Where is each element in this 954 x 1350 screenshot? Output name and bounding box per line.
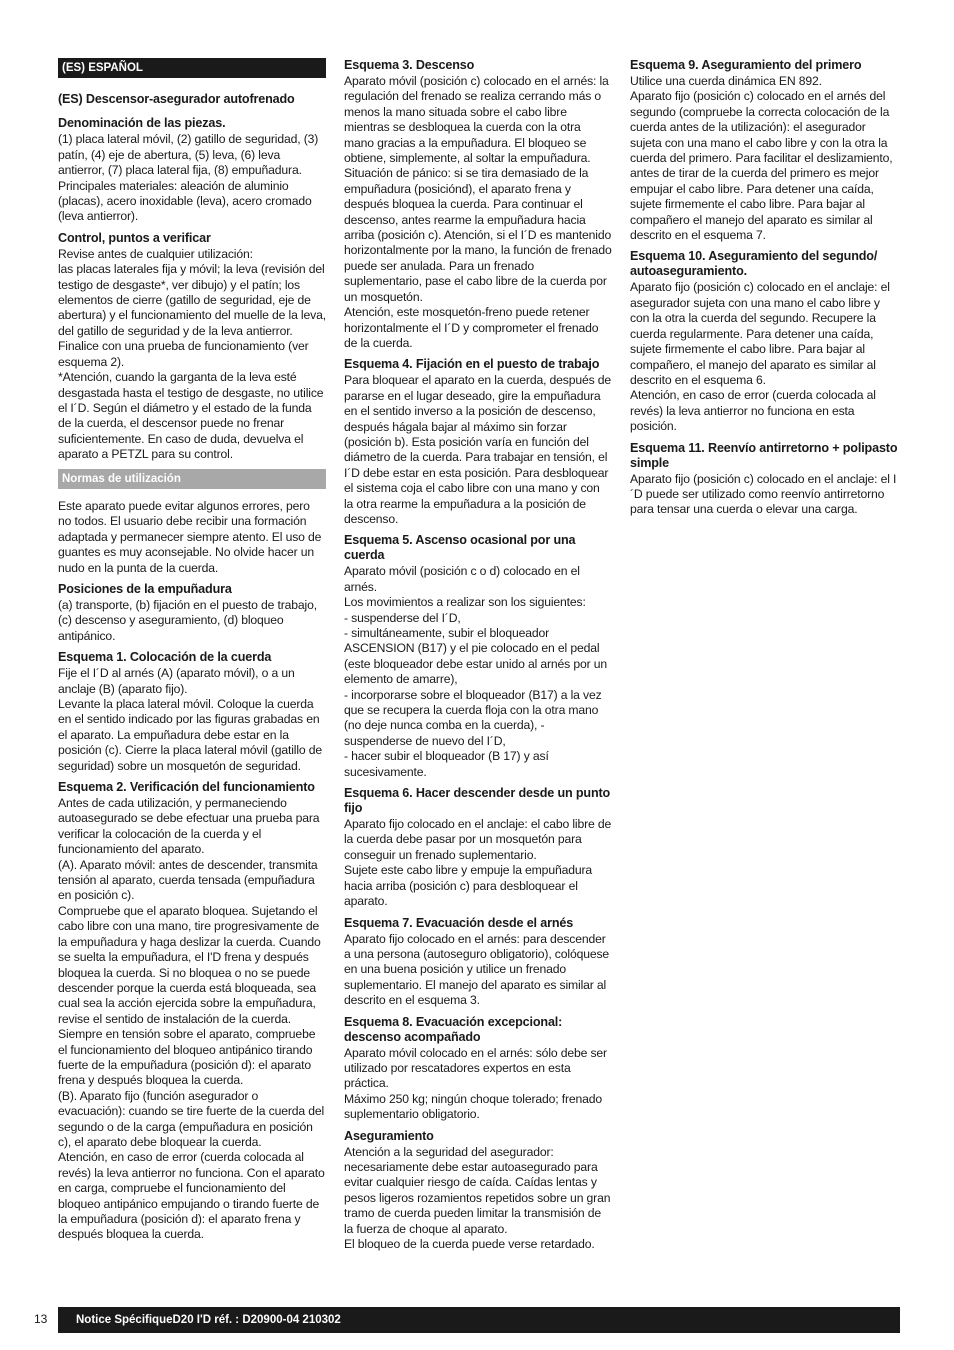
section [344,357,612,527]
section [344,58,612,351]
column-2 [344,58,612,1258]
section-heading: Aseguramiento [344,1128,434,1143]
section-heading: Denominación de las piezas. [58,116,226,131]
section [344,533,612,780]
section [344,1015,612,1123]
section [58,582,326,644]
section-heading: Esquema 4. Fijación en el puesto de trabajo [344,357,600,372]
section [58,499,326,576]
section [58,231,326,463]
section [344,786,612,909]
section-heading: Esquema 3. Descenso [344,58,475,72]
section-text: Aparato móvil (posición c o d) colocado en el arnés. Los movimientos a realizar son los siguientes: - suspenderse del I´D, - simultáneamente, subir el bloqueador ASCENSION (B17) y el pie colocado en el pedal (este bloqueador debe estar unido al arnés por un elemento de amarre), - incorporarse sobre el bloqueador (B17) a la vez que se recupera la cuerda floja con la otra mano (no deje nunca comba en la cuerda), -suspenderse de nuevo del I´D, - hacer subir el bloqueador (B 17) y así sucesivamente. [344,564,607,779]
section [630,441,898,518]
section-heading: Control, puntos a verificar [58,230,211,245]
section-text: Para bloquear el aparato en la cuerda, después de pararse en el lugar deseado, gire la empuñadura en el sentido inverso a la posición de descenso, después hágala bajar al máximo sin forzar (posición b). Esta posición varía en función del diámetro de la cuerda. Para trabajar en tensión, el I´D debe estar en esta posición. Para desbloquear el sistema coja el cabo libre con una mano y con la otra rearme la empuñadura a la posición de descenso. [344,373,612,526]
section-text: Utilice una cuerda dinámica EN 892. Aparato fijo (posición c) colocado en el arnés del segundo (compruebe la correcta colocación de la cuerda antes de la utilización): el asegurador sujeta con una mano el cabo libre y con la otra la cuerda del primero. Para facilitar el deslizamiento, antes de tirar de la cuerda del primero es mejor empujar el cabo libre. Para detener una caída, sujete firmemente el cabo libre. Para bajar al compañero el manejo del aparato es similar al descrito en el esquema 7. [630,74,893,243]
section-heading: Esquema 6. Hacer descender desde un punto fijo [344,786,611,816]
section [630,249,898,434]
section-text: Aparato fijo (posición c) colocado en el anclaje: el asegurador sujeta con una mano el cabo libre y con la otra la cuerda del segundo. Recupere la cuerda regularmente. Para detener una caída, sujete firmemente el cabo libre. Para bajar al compañero, el manejo del aparato es similar al descrito en el esquema 6. Atención, en caso de error (cuerda colocada al revés) la leva antierror no funciona en esta posición. [630,280,890,434]
section [344,1129,612,1253]
section-text: (1) placa lateral móvil, (2) gatillo de seguridad, (3) patín, (4) eje de abertura, (5) leva, (6) leva antierror, (7) placa lateral fija, (8) empuñadura. Principales materiales: aleación de aluminio (placas), acero inoxidable (leva), acero cromado (leva antierror). [58,132,319,224]
section-text: Atención a la seguridad del asegurador: necesariamente debe estar autoasegurado para evitar cualquier riesgo de caída. Caídas lentas y pesos ligeros rozamientos repetidos sobre un gran tramo de cuerda pueden limitar la transmisión de la fuerza de choque al aparato. El bloqueo de la cuerda puede verse retardado. [344,1144,611,1251]
section-heading: Esquema 5. Ascenso ocasional por una cuerda [344,533,576,563]
section-text: Antes de cada utilización, y permaneciendo autoasegurado se debe efectuar una prueba para verificar la colocación de la cuerda y el funcionamiento del aparato. (A). Aparato móvil: antes de descender, transmita tensión al aparato, cuerda tensada (empuñadura en posición c). Compruebe que el aparato bloquea. Sujetando el cabo libre con una mano, tire progresivamente de la empuñadura y haga deslizar la cuerda. Cuando se suelta la empuñadura, el I'D frena y después bloquea la cuerda. Si no bloquea o no se puede descender porque la cuerda está bloqueada, sea cual sea la acción ejercida sobre la empuñadura, revise el sentido de instalación de la cuerda. Siempre en tensión sobre el aparato, compruebe el funcionamiento del bloqueo antipánico tirando fuerte de la empuñadura (posición d): el aparato frena y después bloquea la cuerda. (B). Aparato fijo (función asegurador o evacuación): cuando se tire fuerte de la cuerda del segundo o de la carga (empuñadura en posición c), el aparato debe bloquear la cuerda. Atención, en caso de error (cuerda colocada al revés) la leva antierror no funciona. Con el aparato en carga, compruebe el funcionamiento del bloqueo antipánico empujando o tirando fuerte de la empuñadura (posición d): el aparato frena y después bloquea la cuerda. [58,796,325,1242]
section-text: Este aparato puede evitar algunos errores, pero no todos. El usuario debe recibir una formación adaptada y permanecer siempre atento. El uso de guantes es muy aconsejable. No olvide hacer un nudo en la punta de la cuerda. [58,498,322,575]
section-text: Fije el I´D al arnés (A) (aparato móvil), o a un anclaje (B) (aparato fijo). Levante la placa lateral móvil. Coloque la cuerda en el sentido indicado por las figuras grabadas en el aparato. La empuñadura debe estar en la posición (c). Cierre la placa lateral móvil (gatillo de seguridad) sobre un mosquetón de seguridad. [58,666,323,773]
section-heading: Esquema 10. Aseguramiento del segundo/ autoaseguramiento. [630,249,878,279]
usage-rules-bar: Normas de utilización [58,469,326,489]
footer-text: Notice SpécifiqueD20 I'D réf. : D20900-04 210302 [76,1314,341,1326]
section-text: Aparato fijo colocado en el arnés: para descender a una persona (autoseguro obligatorio), colóquese en una buena posición y utilice un frenado suplementario. El manejo del aparato es similar al descrito en el esquema 3. [344,931,610,1008]
section-heading: Esquema 1. Colocación de la cuerda [58,650,272,665]
section-text: Aparato fijo (posición c) colocado en el anclaje: el I´D puede ser utilizado como reenvío antirretorno para tensar una cuerda o elevar una carga. [630,471,897,517]
col1-after-sections [58,499,326,1243]
section [58,650,326,774]
page-number: 13 [34,1312,48,1326]
column-3 [630,58,898,524]
section-text: (a) transporte, (b) fijación en el puesto de trabajo, (c) descenso y aseguramiento, (d) bloqueo antipánico. [58,597,317,643]
footer-bar [58,1307,900,1333]
section [630,58,898,243]
section-text: Aparato fijo colocado en el anclaje: el cabo libre de la cuerda debe pasar por un mosquetón para conseguir un frenado suplementario. Sujete este cabo libre y empuje la empuñadura hacia arriba (posición c) para desbloquear el aparato. [344,817,612,909]
section [58,780,326,1243]
section-text: Aparato móvil (posición c) colocado en el arnés: la regulación del frenado se realiza cerrando más o menos la mano situada sobre el cabo libre mientras se desbloquea la cuerda con la otra mano gracias a la empuñadura. El bloqueo se obtiene, simplemente, al soltar la empuñadura. Situación de pánico: si se tira demasiado de la empuñadura (posiciónd), el aparato frena y después bloquea la cuerda. Para continuar el descenso, antes rearme la empuñadura hacia arriba (posición c). Atención, si el I´D es mantenido horizontalmente por la mano, la función de frenado puede ser anulada. Para un frenado suplementario, pase el cabo libre de la cuerda por un mosquetón. Atención, este mosquetón-freno puede retener horizontalmente el I´D y comprometer el frenado de la cuerda. [344,74,612,350]
section [344,916,612,1009]
section-heading: Esquema 9. Aseguramiento del primero [630,58,862,72]
document-title: (ES) Descensor-asegurador autofrenado [58,92,295,107]
section-text: Aparato móvil colocado en el arnés: sólo debe ser utilizado por rescatadores expertos en esta práctica. Máximo 250 kg; ningún choque tolerado; frenado suplementario obligatorio. [344,1045,607,1122]
section-heading: Esquema 2. Verificación del funcionamiento [58,780,315,795]
section-text: Revise antes de cualquier utilización: las placas laterales fija y móvil; la leva (revisión del testigo de desgaste*, ver dibujo) y el patín; los elementos de cierre (gatillo de seguridad, eje de abertura) y el funcionamiento del muelle de la leva, del gatillo de seguridad y de la leva antierror. Finalice con una prueba de funcionamiento (ver esquema 2). *Atención, cuando la garganta de la leva esté desgastada hasta el testigo de desgaste, no utilice el I´D. Según el diámetro y el estado de la funda de la cuerda, el descensor puede no frenar suficientemente. En caso de duda, devuelva el aparato a PETZL para su control. [58,246,326,462]
section-heading: Esquema 11. Reenvío antirretorno + polipasto simple [630,440,898,470]
col1-before-sections [58,116,326,462]
section [58,116,326,224]
language-bar: (ES) ESPAÑOL [58,58,326,78]
section-heading: Esquema 8. Evacuación excepcional: descenso acompañado [344,1014,563,1044]
column-1 [58,58,326,1249]
section-heading: Posiciones de la empuñadura [58,581,232,596]
section-heading: Esquema 7. Evacuación desde el arnés [344,915,574,930]
